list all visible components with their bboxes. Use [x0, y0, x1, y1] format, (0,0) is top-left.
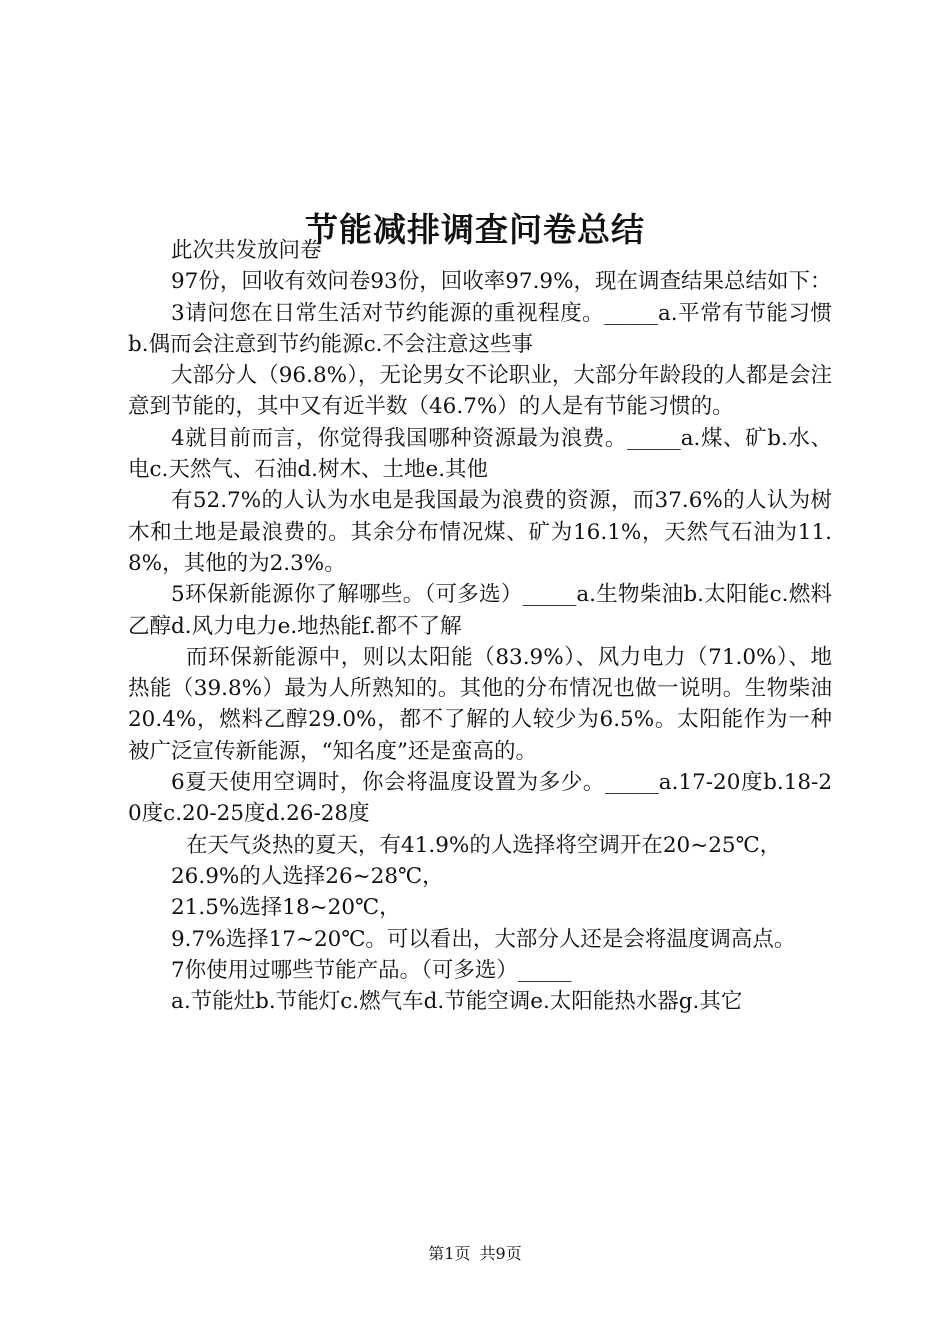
question-7-options: a.节能灶b.节能灯c.燃气车d.节能空调e.太阳能热水器g.其它: [171, 989, 743, 1015]
answer-5-summary: 而环保新能源中，则以太阳能（83.9%）、风力电力（71.0%）、地热能（39.8%）最为人所熟知的。其他的分布情况也做一说明。生物柴油20.4%，燃料乙醇29.0%，都不了解的人较少为6.5%。太阳能作为一种被广泛宣传新能源，“知名度”还是蛮高的。: [128, 644, 832, 764]
document-title: 节能减排调查问卷总结: [305, 210, 645, 250]
question-5: 5环保新能源你了解哪些。（可多选）_____a.生物柴油b.太阳能c.燃料乙醇d.风力电力e.地热能f.都不了解: [128, 582, 832, 639]
question-4: 4就目前而言，你觉得我国哪种资源最为浪费。_____a.煤、矿b.水、电c.天然气、石油d.树木、土地e.其他: [128, 425, 832, 483]
answer-6-line-3: 21.5%选择18~20℃，: [171, 895, 401, 921]
question-7: 7你使用过哪些节能产品。（可多选）_____: [171, 957, 572, 983]
page-footer: 第1页 共9页: [428, 1244, 522, 1263]
question-3: 3请问您在日常生活对节约能源的重视程度。_____a.平常有节能习惯b.偶而会注意到节约能源c.不会注意这些事: [128, 300, 832, 357]
document-body: [128, 235, 832, 1017]
question-6: 6夏天使用空调时，你会将温度设置为多少。_____a.17-20度b.18-20度c.20-25度d.26-28度: [128, 770, 832, 827]
paragraph-response-rate: 97份，回收有效问卷93份，回收率97.9%，现在调查结果总结如下：: [171, 269, 832, 295]
answer-6-line-2: 26.9%的人选择26~28℃，: [171, 863, 444, 889]
answer-4-summary: 有52.7%的人认为水电是我国最为浪费的资源，而37.6%的人认为树木和土地是最浪费的。其余分布情况煤、矿为16.1%，天然气石油为11.8%，其他的为2.3%。: [128, 488, 832, 576]
answer-6-line-1: 在天气炎热的夏天，有41.9%的人选择将空调开在20~25℃，: [186, 832, 782, 858]
answer-6-line-4: 9.7%选择17~20℃。可以看出，大部分人还是会将温度调高点。: [171, 926, 796, 952]
paragraph-intro: 此次共发放问卷: [171, 238, 322, 263]
answer-3-summary: 大部分人（96.8%），无论男女不论职业，大部分年龄段的人都是会注意到节能的，其中又有近半数（46.7%）的人是有节能习惯的。: [128, 363, 832, 420]
